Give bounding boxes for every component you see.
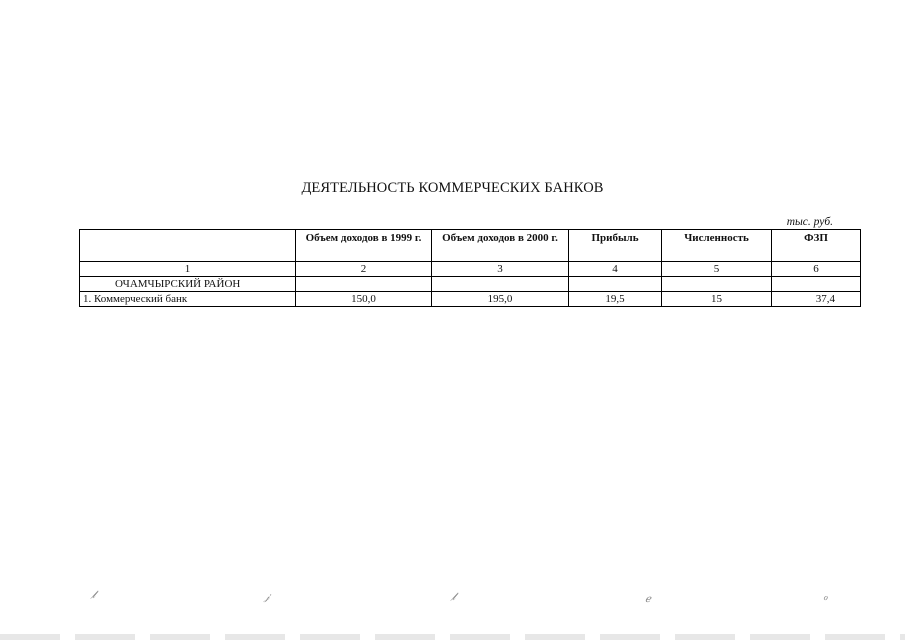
profit: 19,5 bbox=[569, 292, 662, 307]
income-2000: 195,0 bbox=[432, 292, 569, 307]
header-row bbox=[80, 230, 861, 262]
header-cell: Численность bbox=[662, 230, 772, 262]
empty-cell bbox=[296, 277, 432, 292]
column-number: 1 bbox=[80, 262, 296, 277]
column-number: 6 bbox=[772, 262, 861, 277]
income-1999: 150,0 bbox=[296, 292, 432, 307]
bank-name: 1. Коммерческий банк bbox=[80, 292, 296, 307]
region-name: ОЧАМЧЫРСКИЙ РАЙОН bbox=[80, 277, 296, 292]
page-mark: 𝓁̸ bbox=[92, 590, 96, 601]
banks-table bbox=[79, 229, 861, 307]
page-mark: 𝒿 bbox=[264, 592, 270, 603]
column-number: 3 bbox=[432, 262, 569, 277]
column-number: 5 bbox=[662, 262, 772, 277]
column-number: 2 bbox=[296, 262, 432, 277]
header-cell: Объем доходов в 1999 г. bbox=[296, 230, 432, 262]
payroll-fund: 37,4 bbox=[772, 292, 861, 307]
header-cell: Прибыль bbox=[569, 230, 662, 262]
header-cell: ФЗП bbox=[772, 230, 861, 262]
page-mark: ℴ bbox=[823, 592, 828, 603]
column-number-row bbox=[80, 262, 861, 277]
empty-cell bbox=[662, 277, 772, 292]
empty-cell bbox=[569, 277, 662, 292]
header-cell bbox=[80, 230, 296, 262]
page-mark: 𝓁̸ bbox=[452, 592, 456, 603]
units-label: тыс. руб. bbox=[786, 216, 833, 228]
header-cell: Объем доходов в 2000 г. bbox=[432, 230, 569, 262]
document-title: ДЕЯТЕЛЬНОСТЬ КОММЕРЧЕСКИХ БАНКОВ bbox=[301, 180, 604, 196]
page-marks bbox=[0, 586, 905, 616]
page-mark: ℯ bbox=[645, 594, 651, 605]
headcount: 15 bbox=[662, 292, 772, 307]
scan-edge bbox=[0, 634, 905, 640]
empty-cell bbox=[772, 277, 861, 292]
column-number: 4 bbox=[569, 262, 662, 277]
region-row bbox=[80, 277, 861, 292]
table-row bbox=[80, 292, 861, 307]
empty-cell bbox=[432, 277, 569, 292]
